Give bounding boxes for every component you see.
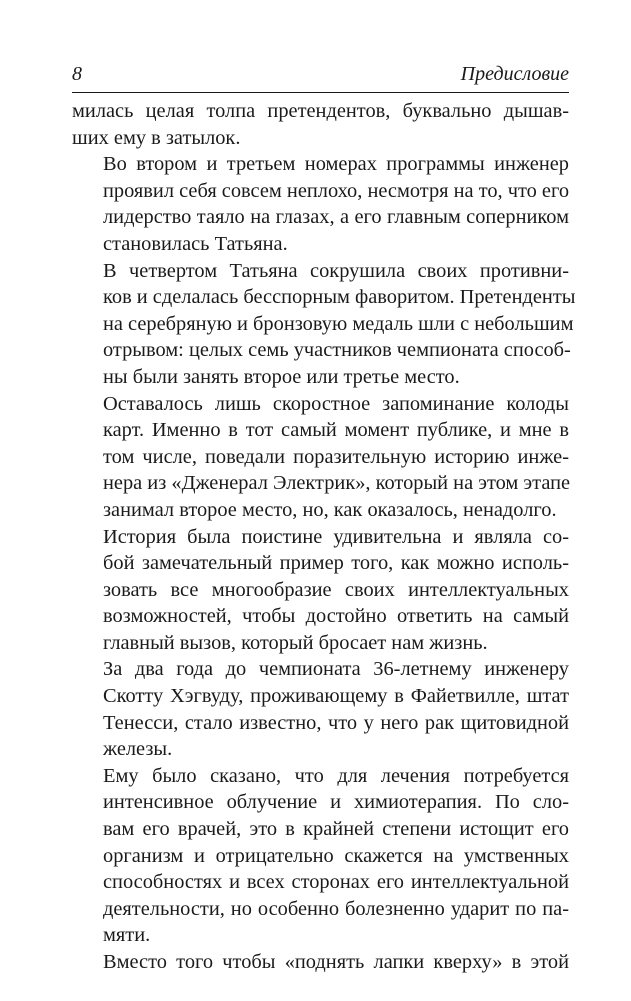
text-line: на серебряную и бронзовую медаль шли с небольшим [103, 312, 574, 335]
text-line: способностях и всех сторонах его интеллектуальной [103, 871, 569, 894]
text-line: ших ему в затылок. [72, 126, 241, 149]
text-line: нера из «Дженерал Электрик», который на этом этапе [103, 472, 571, 495]
text-line: карт. Именно в тот самый момент публике, и мне в [103, 419, 569, 442]
text-line: мяти. [103, 924, 151, 947]
text-line: Оставалось лишь скоростное запоминание колоды [103, 392, 569, 415]
text-line: ны были занять второе или третье место. [103, 365, 460, 388]
text-line: том числе, поведали поразительную историю инже- [103, 445, 569, 468]
text-line: Ему было сказано, что для лечения потребуется [103, 764, 569, 787]
text-line: организм и отрицательно скажется на умственных [103, 844, 569, 867]
text-line: За два года до чемпионата 36-летнему инженеру [103, 658, 569, 681]
text-line: Вместо того чтобы «поднять лапки кверху» в этой [103, 951, 569, 973]
text-line: ков и сделалась бесспорным фаворитом. Претенденты [103, 286, 576, 309]
text-line: История была поистине удивительна и являла со- [103, 525, 569, 548]
section-title: Предисловие [460, 63, 569, 85]
paragraph [72, 656, 569, 762]
paragraph [72, 949, 569, 976]
text-line: Скотту Хэгвуду, проживающему в Файетвилле, штат [103, 685, 569, 708]
paragraph [72, 391, 569, 524]
text-line: становилась Татьяна. [103, 232, 288, 255]
text-line: отрывом: целых семь участников чемпионата способ- [103, 339, 571, 362]
text-line: зовать все многообразие своих интеллектуальных [103, 578, 569, 601]
paragraph [72, 524, 569, 657]
text-line: деятельности, но особенно болезненно ударит по па- [103, 897, 569, 920]
text-line: бой замечательный пример того, как можно исполь- [103, 552, 569, 575]
running-header [72, 62, 569, 93]
text-line: Во втором и третьем номерах программы инженер [103, 153, 569, 176]
text-line: интенсивное облучение и химиотерапия. По сло- [103, 791, 569, 814]
text-line: возможностей, чтобы достойно ответить на самый [103, 605, 569, 628]
text-line: В четвертом Татьяна сокрушила своих противни- [103, 259, 569, 282]
paragraph-continued [72, 98, 569, 151]
text-line: вам его врачей, это в крайней степени истощит его [103, 818, 569, 841]
body-text [72, 98, 576, 976]
text-line: Тенесси, стало известно, что у него рак щитовидной [103, 711, 569, 734]
text-line: занимал второе место, но, как оказалось, ненадолго. [103, 498, 557, 521]
text-line: милась целая толпа претендентов, буквально дышав- [72, 100, 569, 122]
page-number: 8 [72, 63, 82, 85]
paragraph [72, 151, 569, 257]
paragraph [72, 258, 576, 391]
text-line: лидерство таяло на глазах, а его главным соперником [103, 206, 569, 229]
book-page [72, 62, 576, 976]
text-line: железы. [103, 738, 173, 761]
paragraph [72, 763, 569, 949]
text-line: проявил себя совсем неплохо, несмотря на то, что его [103, 179, 570, 202]
text-line: главный вызов, который бросает нам жизнь. [103, 631, 488, 654]
